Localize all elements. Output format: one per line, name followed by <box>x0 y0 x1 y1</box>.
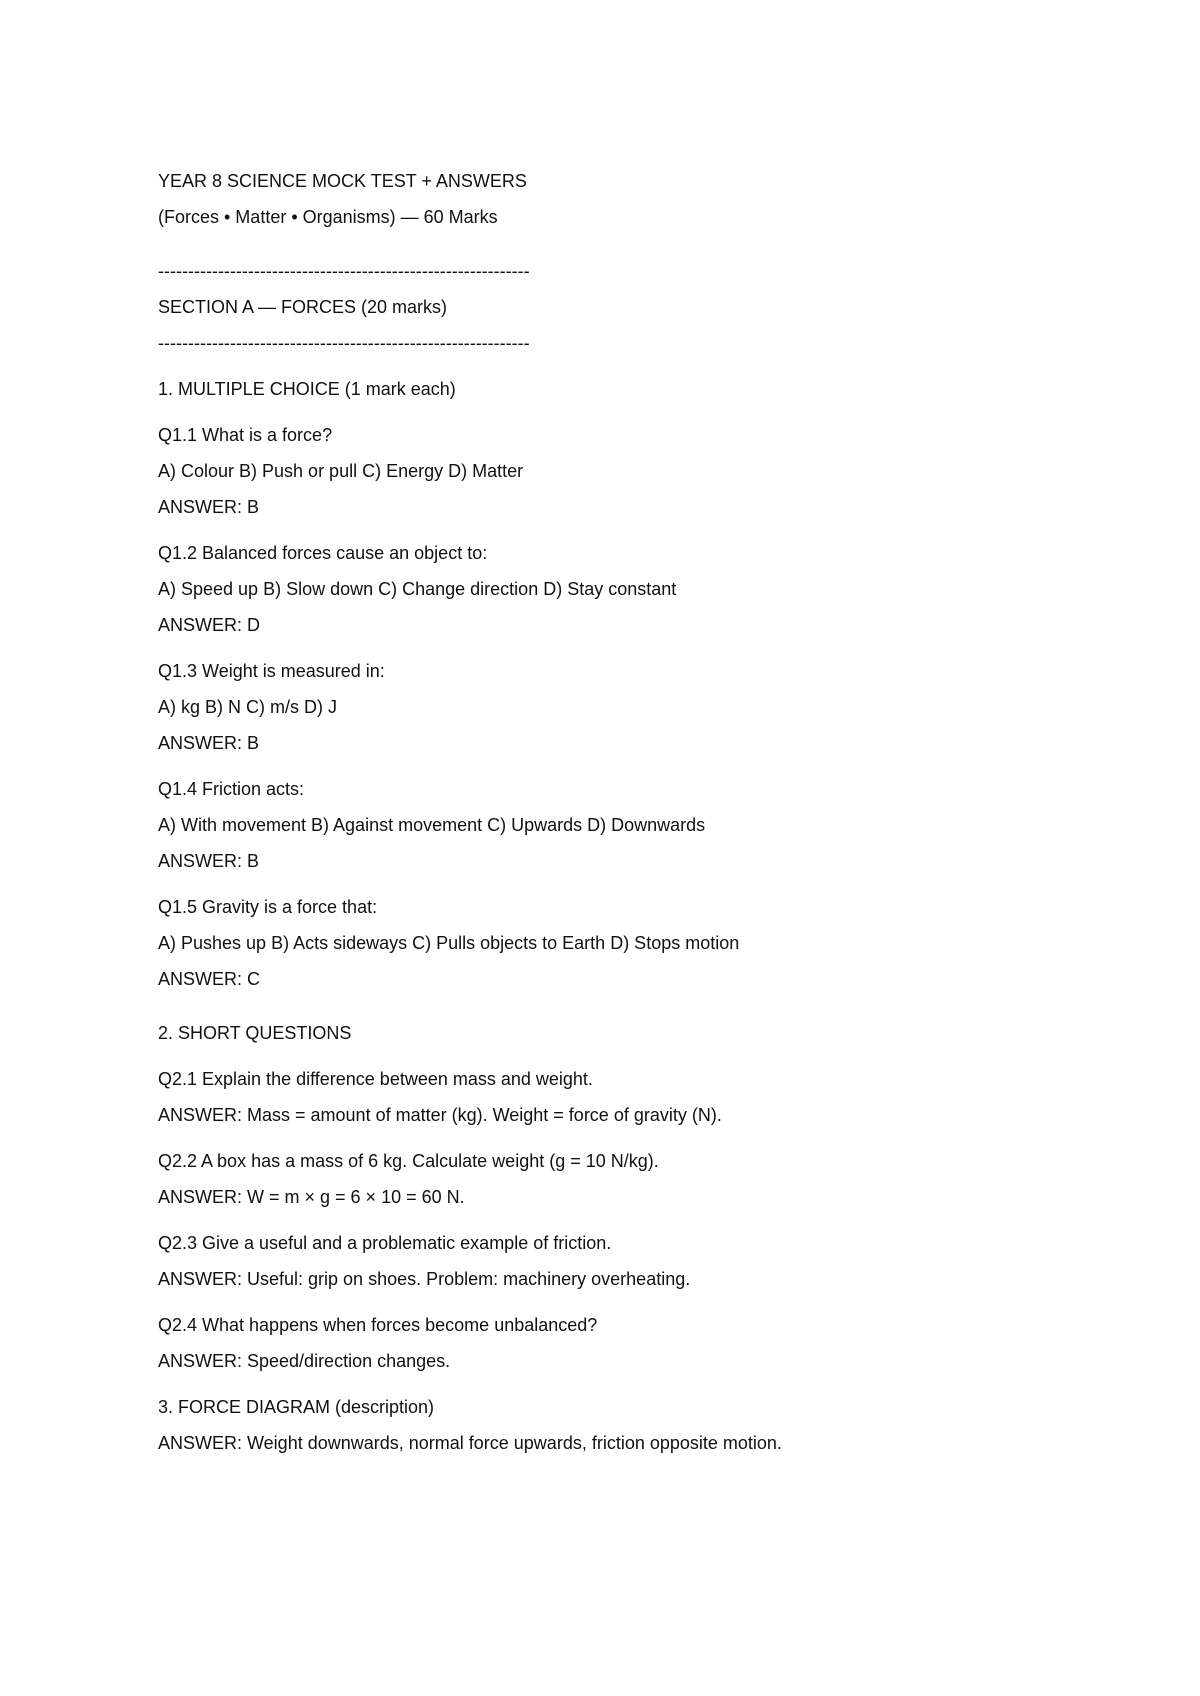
question-text: Q1.4 Friction acts: <box>158 779 305 799</box>
part2-heading: 2. SHORT QUESTIONS <box>158 1023 352 1043</box>
question-block <box>158 424 1118 518</box>
question-answer: ANSWER: Speed/direction changes. <box>158 1351 451 1371</box>
question-text: Q2.1 Explain the difference between mass and weight. <box>158 1069 593 1089</box>
question-answer: ANSWER: C <box>158 969 261 989</box>
question-block <box>158 1232 1118 1290</box>
question-block <box>158 1150 1118 1208</box>
question-text: Q1.3 Weight is measured in: <box>158 661 385 681</box>
question-answer: ANSWER: Mass = amount of matter (kg). Weight = force of gravity (N). <box>158 1105 722 1125</box>
question-block <box>158 542 1118 636</box>
document-title: YEAR 8 SCIENCE MOCK TEST + ANSWERS <box>158 171 527 191</box>
question-answer: ANSWER: B <box>158 851 260 871</box>
question-options: A) Pushes up B) Acts sideways C) Pulls objects to Earth D) Stops motion <box>158 933 740 953</box>
question-block <box>158 1314 1118 1372</box>
document-subtitle: (Forces • Matter • Organisms) — 60 Marks <box>158 207 498 227</box>
section-heading: SECTION A — FORCES (20 marks) <box>158 297 448 317</box>
question-options: A) Speed up B) Slow down C) Change direction D) Stay constant <box>158 579 677 599</box>
question-answer: ANSWER: Useful: grip on shoes. Problem: machinery overheating. <box>158 1269 691 1289</box>
separator-line: -------------------------------------------------------------- <box>158 261 530 281</box>
question-block <box>158 660 1118 754</box>
question-answer: ANSWER: Weight downwards, normal force upwards, friction opposite motion. <box>158 1433 782 1453</box>
separator-line: -------------------------------------------------------------- <box>158 333 530 353</box>
question-block <box>158 1068 1118 1126</box>
question-answer: ANSWER: W = m × g = 6 × 10 = 60 N. <box>158 1187 465 1207</box>
part1-heading: 1. MULTIPLE CHOICE (1 mark each) <box>158 379 456 399</box>
question-options: A) kg B) N C) m/s D) J <box>158 697 337 717</box>
question-text: Q1.1 What is a force? <box>158 425 333 445</box>
question-block <box>158 896 1118 990</box>
question-text: Q1.5 Gravity is a force that: <box>158 897 378 917</box>
question-text: Q1.2 Balanced forces cause an object to: <box>158 543 488 563</box>
question-options: A) With movement B) Against movement C) Upwards D) Downwards <box>158 815 706 835</box>
document-page <box>158 170 1118 1454</box>
question-text: Q2.4 What happens when forces become unbalanced? <box>158 1315 598 1335</box>
question-options: A) Colour B) Push or pull C) Energy D) Matter <box>158 461 524 481</box>
question-answer: ANSWER: B <box>158 497 260 517</box>
question-text: Q2.3 Give a useful and a problematic example of friction. <box>158 1233 612 1253</box>
question-answer: ANSWER: D <box>158 615 261 635</box>
question-block <box>158 778 1118 872</box>
part3-heading: 3. FORCE DIAGRAM (description) <box>158 1397 435 1417</box>
question-text: Q2.2 A box has a mass of 6 kg. Calculate weight (g = 10 N/kg). <box>158 1151 659 1171</box>
question-answer: ANSWER: B <box>158 733 260 753</box>
